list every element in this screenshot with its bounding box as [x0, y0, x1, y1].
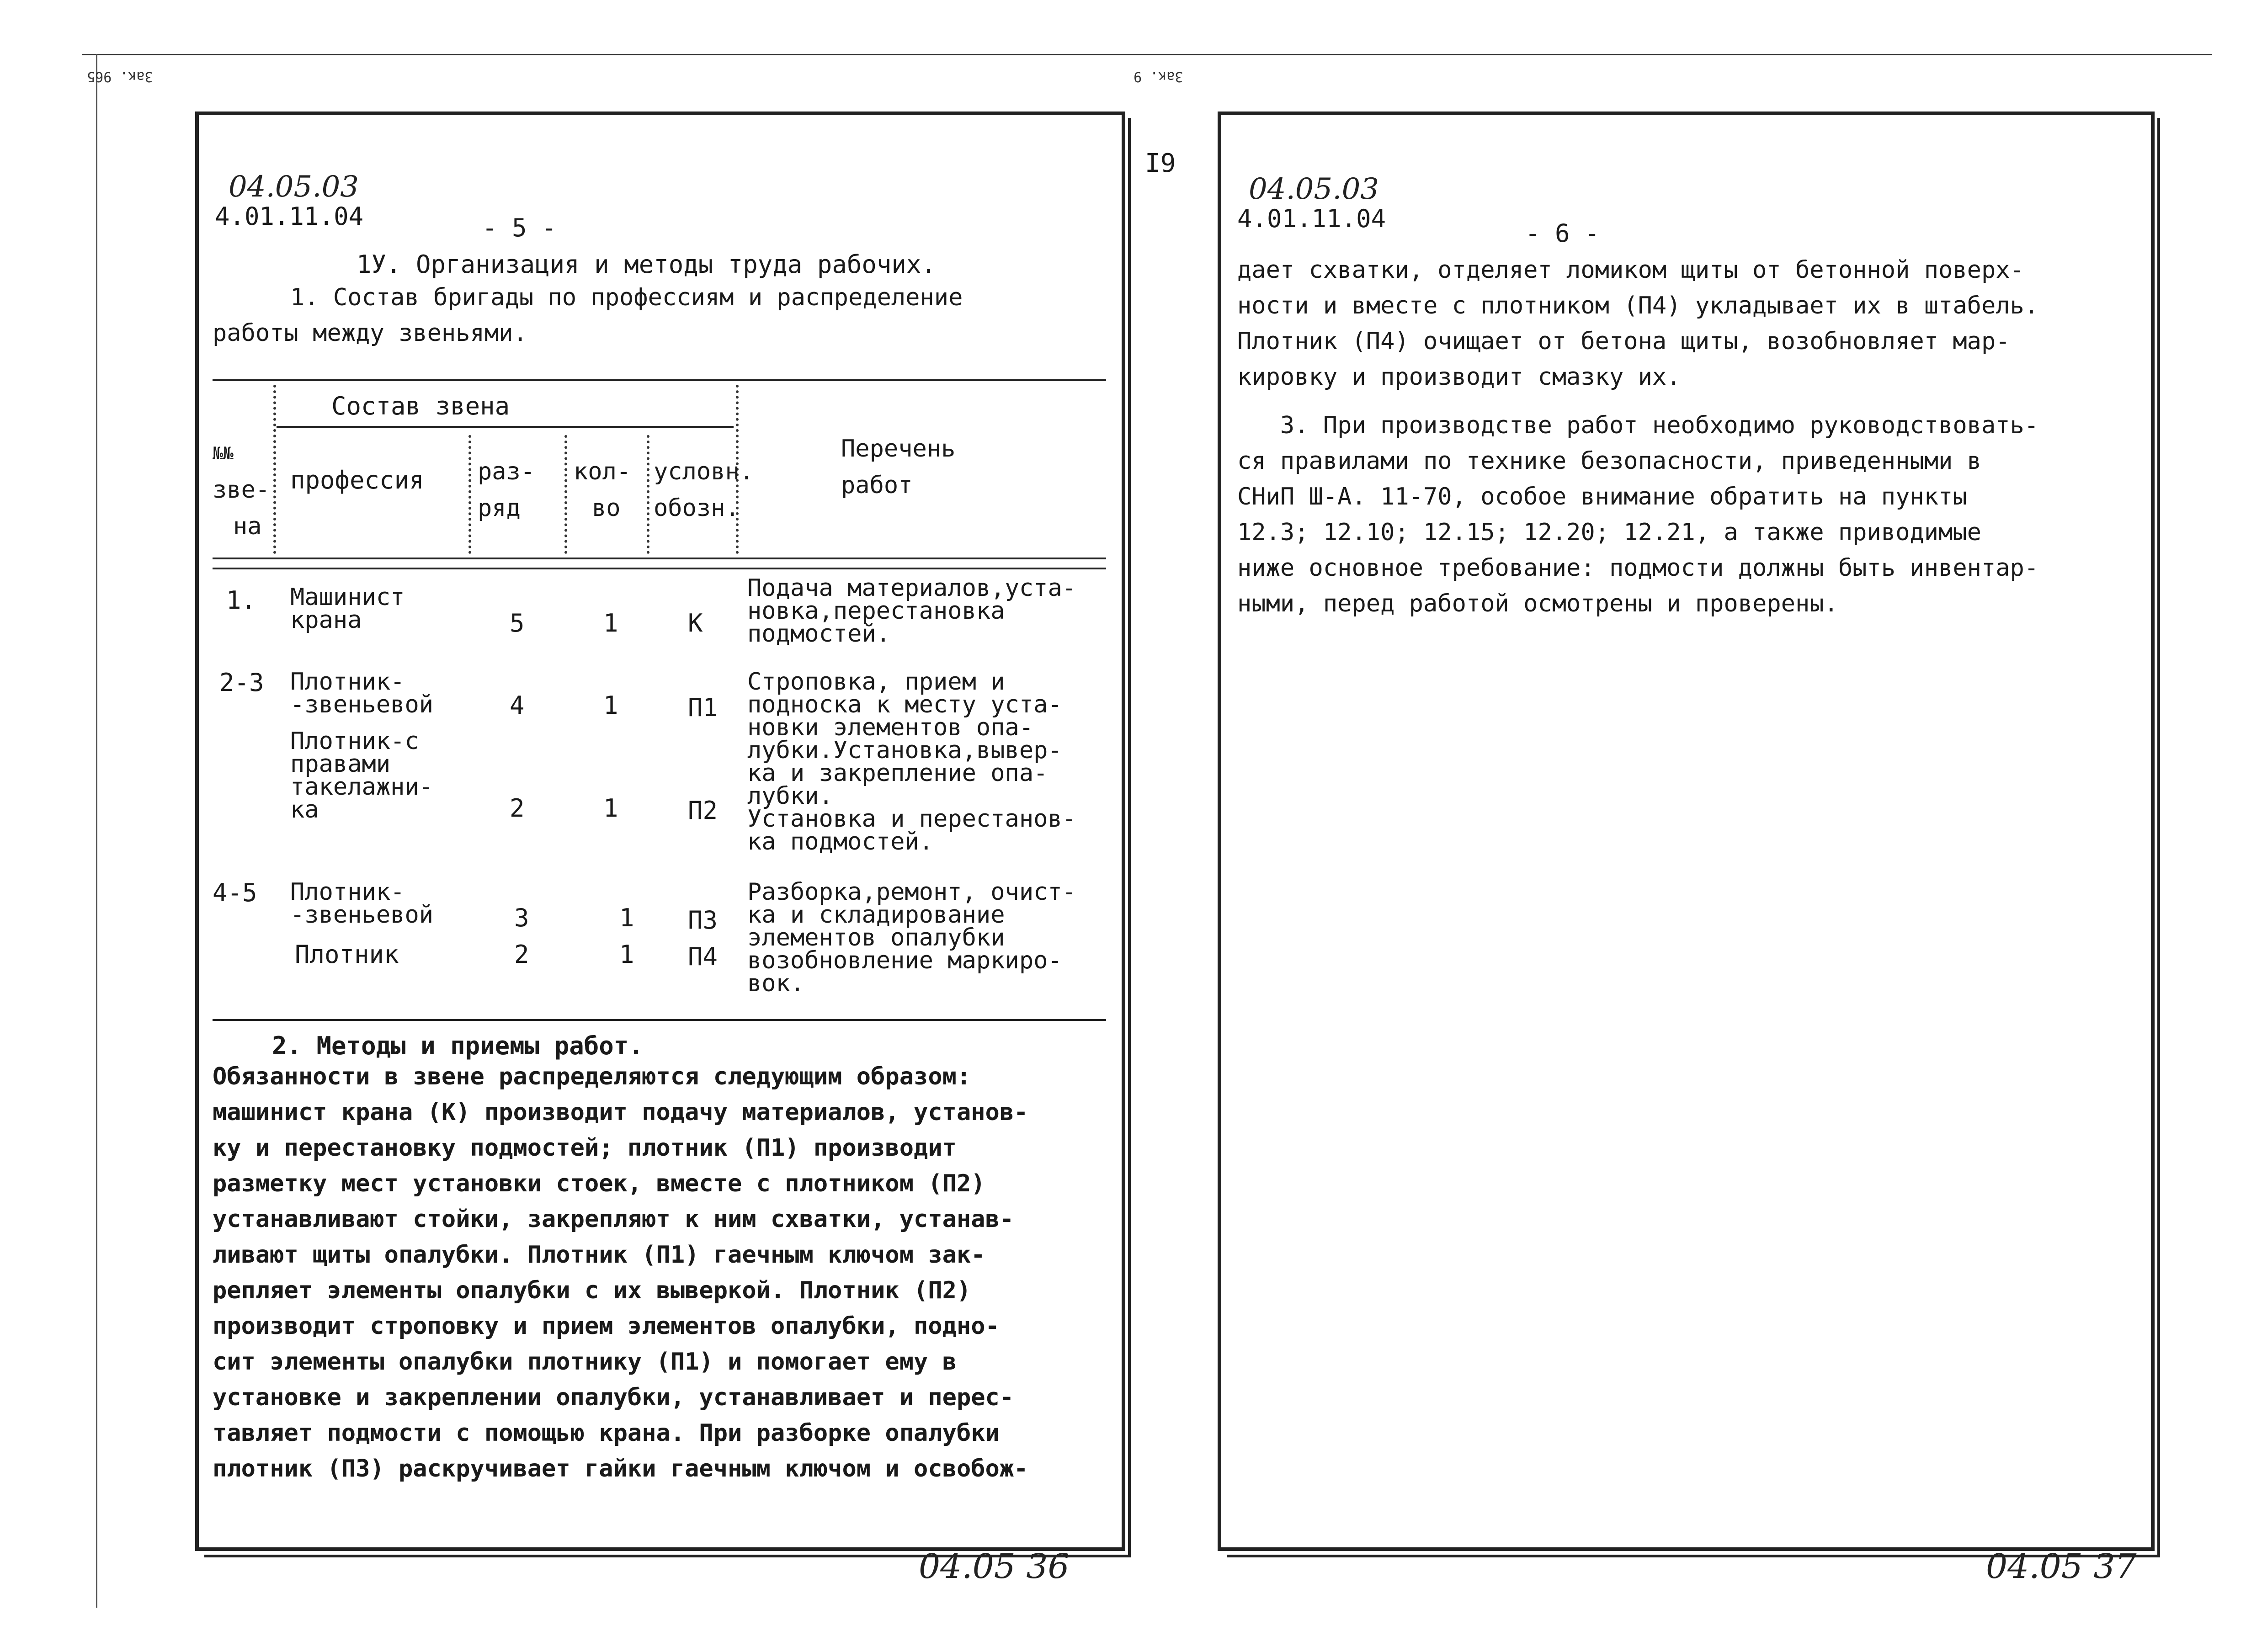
- table-row-3-qty: 1: [603, 794, 618, 823]
- table-row-1-works: Подача материалов,уста- новка,перестановка подмостей.: [747, 574, 1077, 648]
- table-head-rule-2: [213, 568, 1106, 569]
- table-row-5-profession: Плотник: [295, 940, 399, 969]
- sheet-number: I9: [1145, 149, 1176, 178]
- table-row-3-rank: 2: [510, 794, 525, 823]
- table-row-4-rank: 3: [514, 903, 529, 932]
- methods-title: 2. Методы и приемы работ.: [272, 1031, 644, 1060]
- page-number: - 5 -: [482, 213, 557, 242]
- safety-paragraph: 3. При производстве работ необходимо руководствовать- ся правилами по технике безопасности, приведенными в СНиП Ш-А. 11-70, особое внимание обратить на пункты 12.3; 12.10; 12.15; 12.20; 12.21, а также приводимые ниже основное требование: подмости должны быть инвентар- ными, перед работой осмотрены и проверены.: [1237, 412, 2039, 617]
- table-row-2-profession: Плотник- -звеньевой: [290, 668, 434, 718]
- order-stamp-center: Зак. 9: [1134, 69, 1183, 85]
- handwritten-code: 04.05.03: [229, 170, 359, 204]
- table-row-5-qty: 1: [619, 940, 634, 969]
- doc-number: 4.01.11.04: [1237, 204, 1386, 233]
- col-qty-header: кол- во: [574, 458, 631, 522]
- table-row-3-profession: Плотник-с правами такелажни- ка: [290, 728, 434, 823]
- table-row-4-code: П3: [688, 906, 718, 935]
- table-row-3-code: П2: [688, 796, 718, 825]
- table-row-1-rank: 5: [510, 609, 525, 637]
- col-profession-header: профессия: [290, 466, 424, 494]
- table-row-5-rank: 2: [514, 940, 529, 969]
- table-row-1-profession: Машинист крана: [290, 584, 405, 634]
- methods-paragraph: Обязанности в звене распределяются следующим образом: машинист крана (К) производит подачу материалов, установ- ку и перестановку подмостей; плотник (П1) производит разметку мест установки стоек, вместе с плотником (П2) устанавливают стойки, закрепляют к ним схватки, устанав- ливают щиты опалубки. Плотник (П1) гаечным ключом зак- репляет элементы опалубки с их выверкой. Плотник (П2) производит строповку и прием элементов опалубки, подно- сит элементы опалубки плотнику (П1) и помогает ему в установке и закреплении опалубки, устанавливает и перес- тавляет подмости с помощью крана. При разборке опалубки плотник (П3) раскручивает гайки гаечным ключом и освобож-: [213, 1063, 1028, 1482]
- left-page-footer: 04.05 36: [919, 1547, 1070, 1586]
- table-top-rule: [213, 379, 1106, 381]
- table-row-4-profession: Плотник- -звеньевой: [290, 878, 434, 929]
- doc-number: 4.01.11.04: [215, 202, 364, 231]
- handwritten-code: 04.05.03: [1249, 172, 1379, 206]
- table-row-2-code: П1: [688, 693, 718, 722]
- table-row-2-qty: 1: [603, 691, 618, 720]
- table-bottom-rule: [213, 1019, 1106, 1021]
- order-stamp-left: Зак. 965: [87, 69, 153, 85]
- right-page-footer: 04.05 37: [1986, 1547, 2137, 1586]
- table-row-1-code: К: [688, 609, 703, 637]
- col-num-header: №№ зве- на: [213, 443, 270, 540]
- table-row-4-num: 4-5: [213, 878, 257, 907]
- scan-top-edge: [82, 54, 2212, 55]
- table-row-1-qty: 1: [603, 609, 618, 637]
- right-page: [1218, 112, 2155, 1551]
- col-works-header: Перечень работ: [841, 435, 956, 499]
- page-number: - 6 -: [1525, 219, 1600, 248]
- table-row-2-works: Строповка, прием и подноска к месту уста- новки элементов опа- лубки.Установка,вывер- ка и закрепление опа- лубки. Установка и перестанов- ка подмостей.: [747, 668, 1077, 855]
- left-page: [195, 112, 1125, 1551]
- table-row-2-rank: 4: [510, 691, 525, 720]
- table-head-rule: [213, 558, 1106, 559]
- table-row-4-qty: 1: [619, 903, 634, 932]
- table-row-4-works: Разборка,ремонт, очист- ка и складирование элементов опалубки возобновление маркиро- вок.: [747, 878, 1077, 997]
- subsection-heading: 1. Состав бригады по профессиям и распределение работы между звеньями.: [213, 284, 963, 347]
- scan-left-edge: [96, 54, 97, 1608]
- table-header-group: Состав звена: [331, 392, 510, 420]
- continued-paragraph: дает схватки, отделяет ломиком щиты от бетонной поверх- ности и вместе с плотником (П4) укладывает их в штабель. Плотник (П4) очищает от бетона щиты, возобновляет мар- кировку и производит смазку их.: [1237, 256, 2039, 391]
- table-row-2-num: 2-3: [219, 668, 264, 697]
- table-group-rule: [277, 426, 734, 428]
- table-row-1-num: 1.: [226, 586, 256, 615]
- col-code-header: условн. обозн.: [654, 458, 754, 522]
- section-title: 1У. Организация и методы труда рабочих.: [357, 250, 936, 279]
- col-rank-header: раз- ряд: [478, 458, 535, 522]
- table-row-5-code: П4: [688, 942, 718, 971]
